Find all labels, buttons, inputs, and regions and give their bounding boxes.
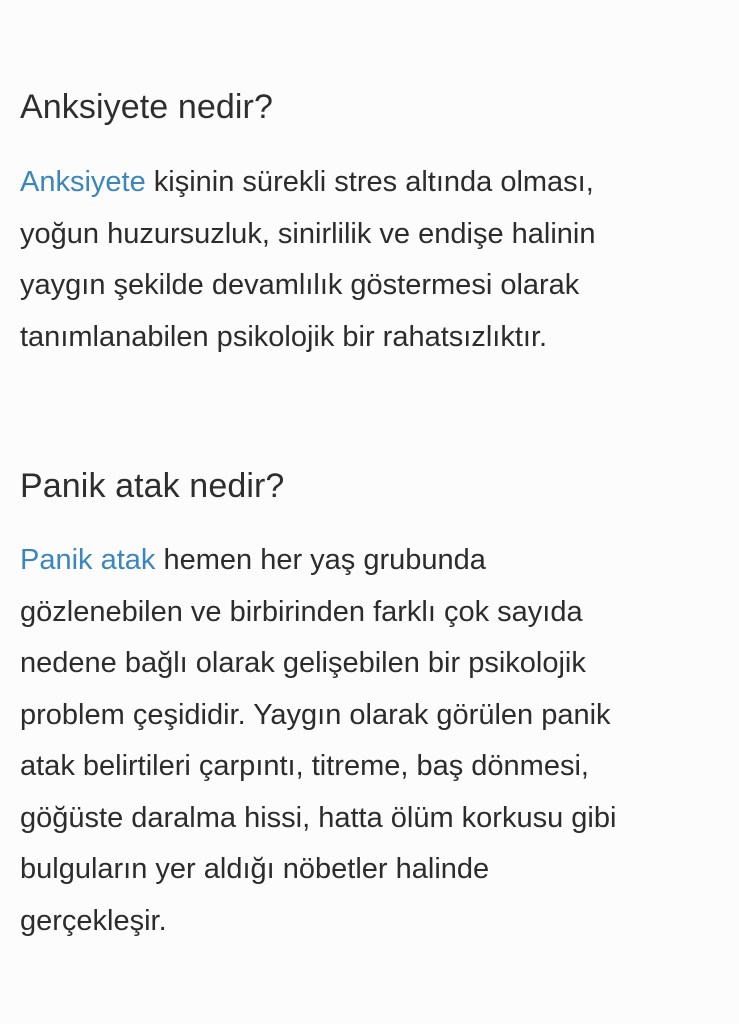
paragraph-line: kişinin sürekli stres altında olması,	[145, 166, 594, 198]
paragraph-line: gerçekleşir.	[20, 904, 167, 937]
section-title-panik-atak: Panik atak nedir?	[20, 467, 285, 505]
section-paragraph-anksiyete	[20, 157, 720, 363]
paragraph-line: göğüste daralma hissi, hatta ölüm korkusu gibi	[20, 801, 617, 834]
section-paragraph-panik-atak	[20, 535, 720, 947]
paragraph-line: bulguların yer aldığı nöbetler halinde	[20, 853, 490, 885]
paragraph-line: hemen her yaş grubunda	[155, 544, 486, 576]
section-title-anksiyete: Anksiyete nedir?	[20, 88, 273, 126]
paragraph-line: nedene bağlı olarak gelişebilen bir psikolojik	[20, 647, 586, 679]
paragraph-line: atak belirtileri çarpıntı, titreme, baş dönmesi,	[20, 750, 589, 782]
paragraph-line: yaygın şekilde devamlılık göstermesi olarak	[20, 269, 580, 301]
paragraph-line: tanımlanabilen psikolojik bir rahatsızlıktır.	[20, 320, 548, 353]
panik-atak-link[interactable]: Panik atak	[20, 544, 156, 576]
paragraph-line: problem çeşididir. Yaygın olarak görülen panik	[20, 698, 611, 731]
paragraph-line: gözlenebilen ve birbirinden farklı çok sayıda	[20, 595, 583, 628]
anksiyete-link[interactable]: Anksiyete	[20, 166, 146, 198]
paragraph-line: yoğun huzursuzluk, sinirlilik ve endişe halinin	[20, 217, 596, 250]
